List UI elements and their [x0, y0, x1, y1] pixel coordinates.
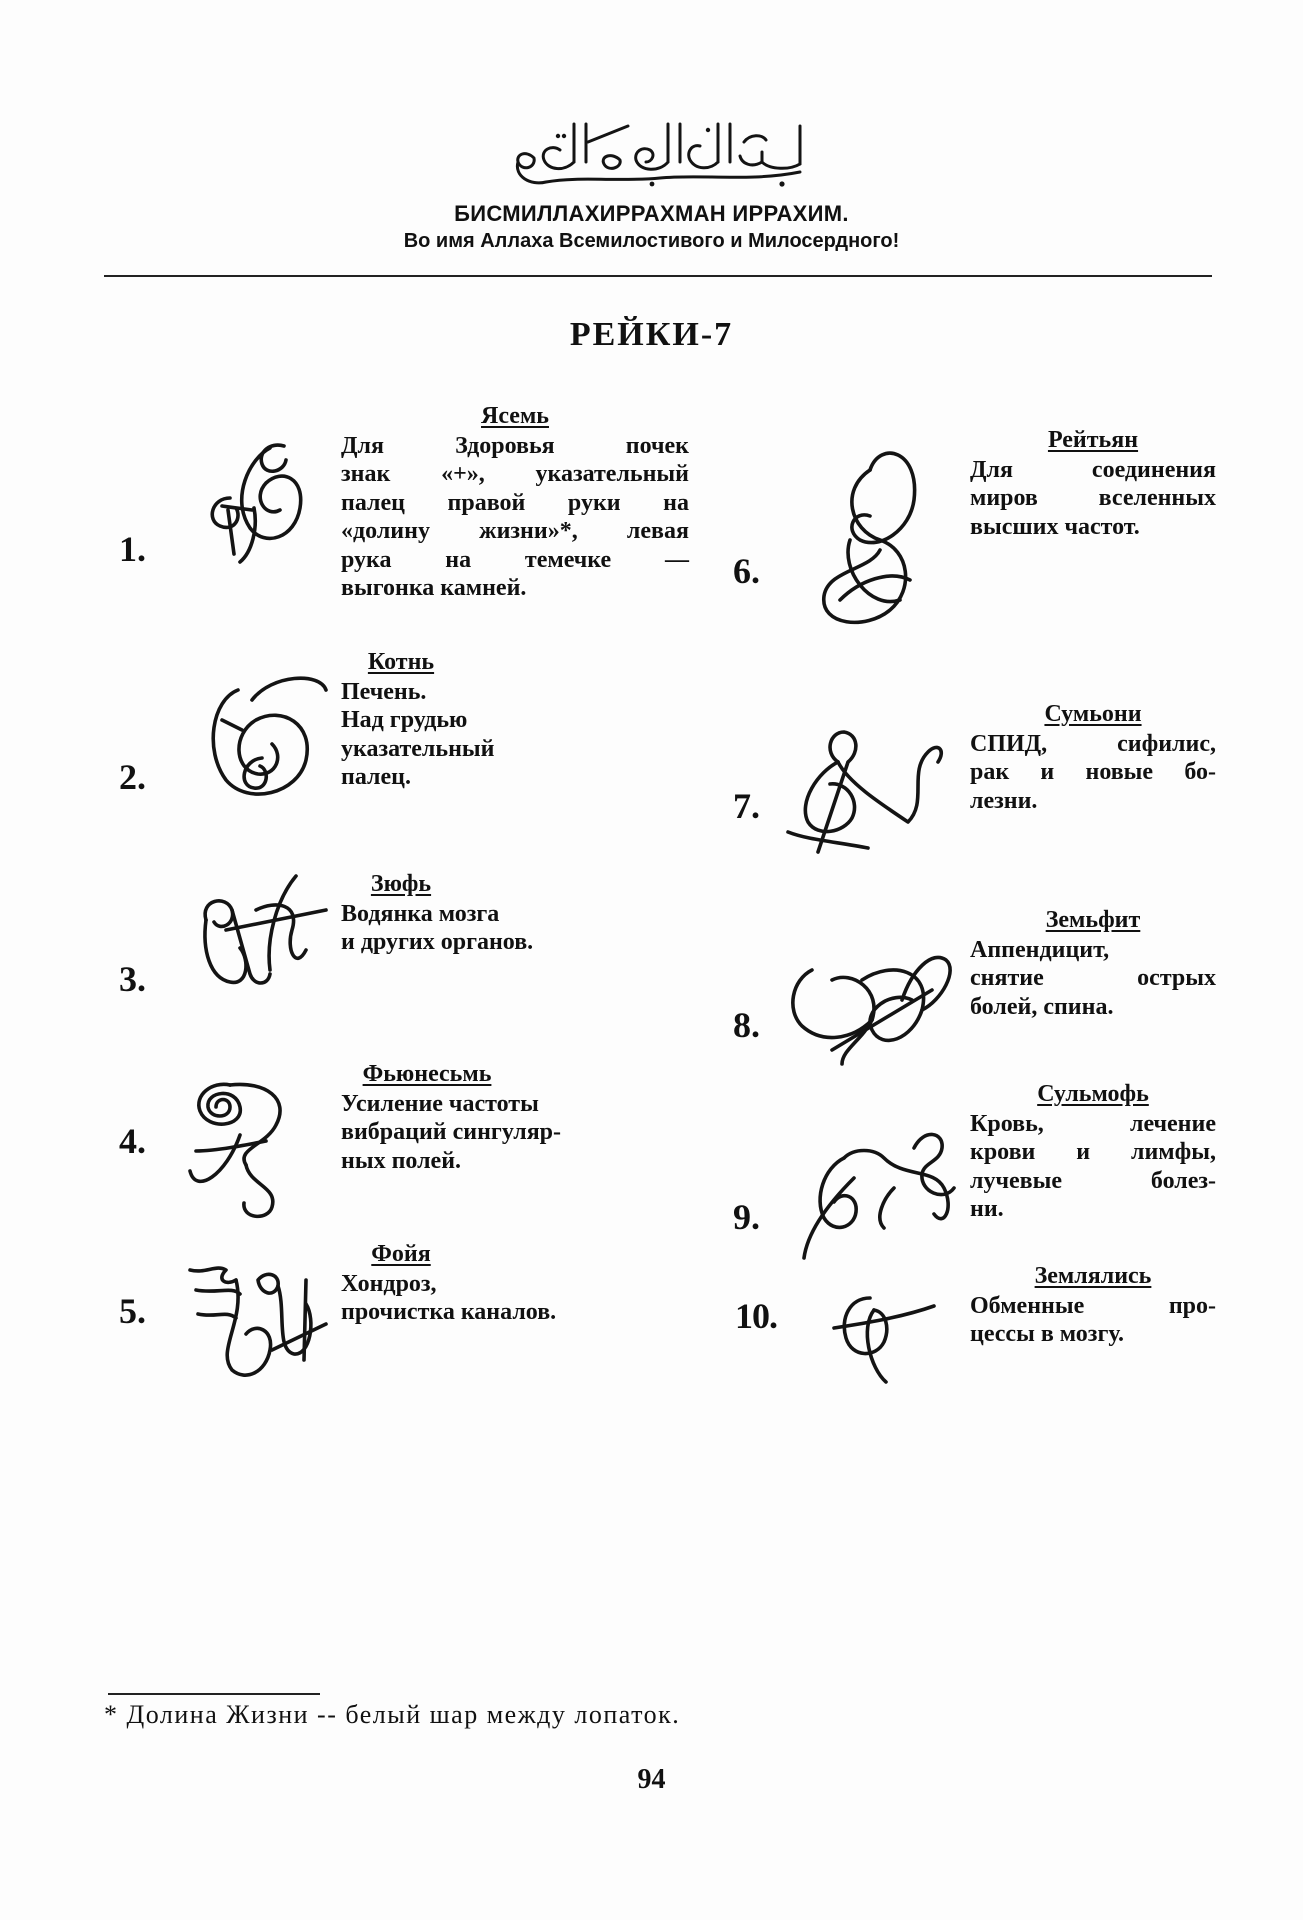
- entry-name: Зюфь: [370, 871, 432, 897]
- entry-number: 9.: [733, 1197, 760, 1237]
- footnote: * Долина Жизни -- белый шар между лопаток.: [104, 1700, 681, 1729]
- reiki-symbol-sumyoni-icon: [778, 722, 948, 862]
- page-number: 94: [637, 1764, 666, 1795]
- entry-line: лучевые болез-: [970, 1167, 1216, 1194]
- header-divider: [104, 275, 1212, 277]
- reiki-symbol-zemfit-icon: [782, 940, 962, 1070]
- entry-line: Водянка мозга: [341, 900, 500, 927]
- entry-number: 7.: [733, 786, 760, 826]
- entry-zyuf: [341, 870, 631, 957]
- entry-number: 2.: [119, 757, 146, 797]
- entry-line: Обменные про-: [970, 1292, 1216, 1319]
- entry-number: 6.: [733, 551, 760, 591]
- reiki-symbol-reityan-icon: [810, 430, 930, 640]
- entry-line: Хондроз,: [341, 1270, 437, 1297]
- entry-line: «долину жизни»*, левая: [341, 518, 689, 544]
- entry-name: Котнь: [367, 649, 435, 675]
- bismillah-transliteration: БИСМИЛЛАХИРРАХМАН ИРРАХИМ.: [454, 201, 849, 226]
- entry-line: Для Здоровья почек: [341, 432, 689, 459]
- entry-number: 8.: [733, 1005, 760, 1045]
- entry-line: вибраций сингуляр-: [341, 1119, 562, 1145]
- entry-line: ных полей.: [341, 1147, 462, 1174]
- reiki-symbol-foya-icon: [186, 1250, 336, 1380]
- entry-line: выгонка камней.: [341, 575, 527, 601]
- entry-foya: [341, 1240, 651, 1327]
- entry-number: 10.: [735, 1296, 777, 1336]
- entry-name: Сумьони: [1044, 701, 1142, 727]
- entry-number: 1.: [119, 529, 146, 569]
- entry-line: знак «+», указательный: [341, 461, 689, 487]
- entry-line: миров вселенных: [970, 485, 1216, 511]
- page-title: РЕЙКИ-7: [569, 316, 734, 353]
- entry-line: Аппендицит,: [970, 936, 1110, 963]
- entry-number: 3.: [119, 959, 146, 999]
- entry-line: Печень.: [341, 678, 427, 705]
- entry-number: 4.: [119, 1121, 146, 1161]
- bismillah-calligraphy-icon: [500, 112, 820, 194]
- entry-name: Ясемь: [481, 403, 549, 429]
- entry-line: Усиление частоты: [341, 1090, 539, 1117]
- reiki-symbol-kotn-icon: [202, 670, 332, 810]
- entry-name: Сульмофь: [1037, 1081, 1149, 1107]
- entry-line: палец.: [341, 764, 411, 790]
- entry-sumyoni: [970, 700, 1216, 815]
- entry-name: Земьфит: [1045, 907, 1141, 933]
- entry-name: Фойя: [371, 1241, 431, 1267]
- entry-line: крови и лимфы,: [970, 1139, 1216, 1165]
- reiki-symbol-sulmof-icon: [794, 1118, 964, 1268]
- entry-line: СПИД, сифилис,: [970, 730, 1216, 757]
- reiki-symbol-fyunesm-icon: [186, 1075, 306, 1225]
- entry-line: лезни.: [970, 787, 1038, 814]
- entry-line: указательный: [341, 735, 495, 762]
- entry-line: болей, спина.: [970, 993, 1114, 1020]
- reiki-symbol-zemlyalis-icon: [830, 1288, 950, 1388]
- entry-line: Для соединения: [970, 456, 1216, 483]
- entry-number: 5.: [119, 1291, 146, 1331]
- entry-yasem: [341, 402, 689, 603]
- reiki-symbol-yasem-icon: [200, 428, 320, 578]
- entry-line: рак и новые бо-: [970, 759, 1216, 785]
- entry-line: высших частот.: [970, 513, 1140, 540]
- entry-line: ни.: [970, 1196, 1004, 1222]
- entry-fyunesm: [341, 1060, 631, 1175]
- entry-line: Над грудью: [341, 707, 468, 733]
- entry-name: Фьюнесьмь: [362, 1061, 492, 1087]
- entry-zemfit: [970, 906, 1216, 1021]
- entry-name: Землялись: [1034, 1263, 1152, 1289]
- footnote-divider: [108, 1693, 320, 1695]
- entry-line: и других органов.: [341, 929, 534, 955]
- entry-line: цессы в мозгу.: [970, 1321, 1124, 1347]
- bismillah-translation: Во имя Аллаха Всемилостивого и Милосердного!: [403, 230, 900, 252]
- entry-name: Рейтьян: [1047, 427, 1139, 453]
- entry-line: палец правой руки на: [341, 489, 689, 516]
- entry-line: прочистка каналов.: [341, 1299, 557, 1325]
- entry-sulmof: [970, 1080, 1216, 1224]
- entry-line: рука на темечке —: [341, 546, 689, 573]
- entry-line: Кровь, лечение: [970, 1110, 1216, 1137]
- entry-zemlyalis: [970, 1262, 1216, 1349]
- entry-reityan: [970, 426, 1216, 541]
- entry-line: снятие острых: [970, 965, 1216, 991]
- reiki-symbol-zyuf-icon: [196, 870, 336, 1000]
- entry-kotn: [341, 648, 591, 792]
